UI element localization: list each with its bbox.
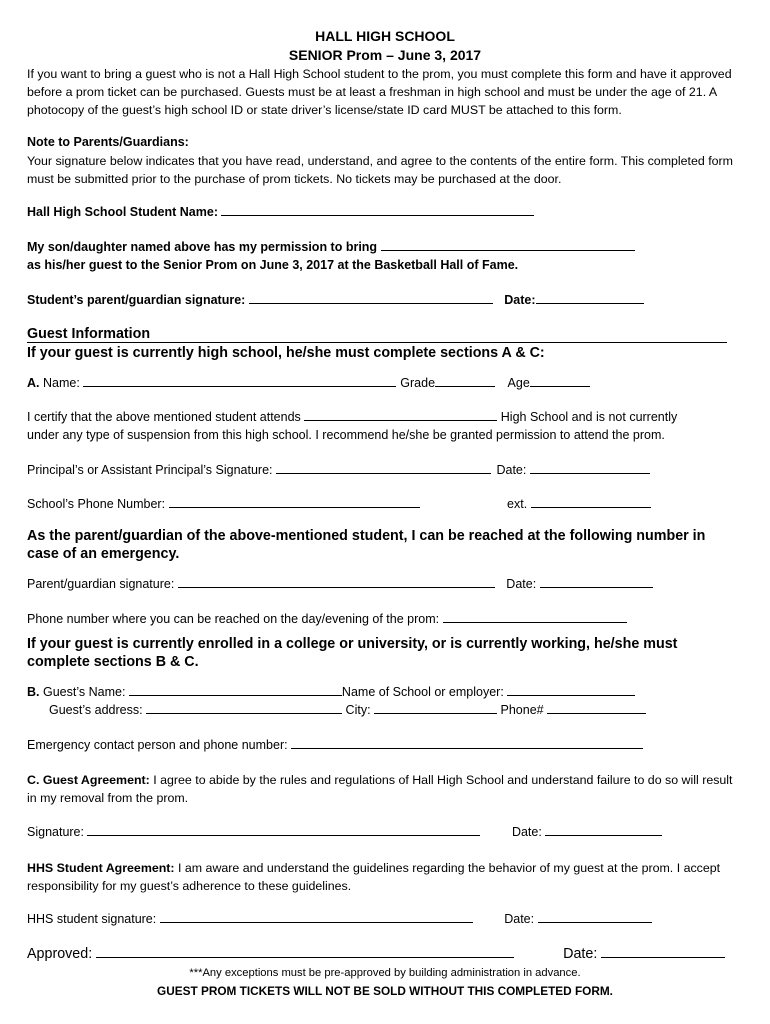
emergency-signature-field[interactable]	[178, 577, 495, 588]
approved-label: Approved:	[27, 946, 93, 962]
emergency-signature-row	[27, 577, 653, 591]
city-field[interactable]	[374, 703, 497, 714]
guest-name-field[interactable]	[381, 240, 635, 251]
student-name-label: Hall High School Student Name:	[27, 205, 218, 219]
guest-agreement-title: C. Guest Agreement:	[27, 773, 150, 787]
school-phone-row	[27, 497, 651, 511]
school-phone-field[interactable]	[169, 497, 420, 508]
hhs-signature-field[interactable]	[160, 912, 473, 923]
emergency-contact-label: Emergency contact person and phone number:	[27, 738, 288, 752]
section-b-address-row	[49, 703, 646, 717]
approved-field[interactable]	[96, 946, 514, 958]
emergency-phone-row	[27, 612, 627, 626]
emergency-date-field[interactable]	[540, 577, 653, 588]
grade-input[interactable]	[435, 376, 495, 387]
date-label: Date:	[504, 293, 536, 307]
event-title: SENIOR Prom – June 3, 2017	[288, 47, 482, 63]
certify-text: I certify that the above mentioned student attends	[27, 410, 301, 424]
city-label: City:	[345, 703, 371, 717]
guest-information-heading: Guest Information	[27, 325, 727, 343]
school-phone-label: School’s Phone Number:	[27, 497, 166, 511]
emergency-phone-field[interactable]	[443, 612, 627, 623]
college-heading: If your guest is currently enrolled in a college or university, or is currently working, he/she must complete sections B & C.	[27, 636, 678, 670]
hhs-signature-label: HHS student signature:	[27, 912, 157, 926]
parent-date-field[interactable]	[536, 293, 644, 304]
college-guest-name-field[interactable]	[129, 685, 342, 696]
guest-date-field[interactable]	[545, 825, 662, 836]
emergency-contact-field[interactable]	[291, 738, 643, 749]
guest-address-label: Guest’s address:	[49, 703, 143, 717]
date-label: Date:	[506, 577, 537, 591]
guest-name-label: Guest’s Name:	[42, 685, 126, 699]
emergency-contact-row	[27, 738, 643, 752]
emergency-heading: As the parent/guardian of the above-mentioned student, I can be reached at the following number in case of an emergency.	[27, 528, 706, 562]
date-label: Date:	[496, 463, 527, 477]
hhs-date-field[interactable]	[538, 912, 652, 923]
intro-paragraph: If you want to bring a guest who is not a Hall High School student to the prom, you must complete this form and have it approved before a prom ticket can be purchased. Guests must be at least a freshman in high school and must be under the age of 21. A photocopy of the guest’s high school ID or state driver’s license/state ID card MUST be attached to this form.	[27, 67, 732, 117]
parent-signature-label: Parent/guardian signature:	[27, 577, 175, 591]
principal-signature-field[interactable]	[276, 463, 491, 474]
date-label: Date:	[504, 912, 535, 926]
guest-information-subheading: If your guest is currently high school, he/she must complete sections A & C:	[27, 345, 545, 361]
signature-label: Signature:	[27, 825, 84, 839]
guest-agreement	[27, 771, 743, 807]
hhs-agreement-text: I am aware and understand the guidelines regarding the behavior of my guest at the prom. I accept responsibility for my guest’s adherence to these guidelines.	[27, 861, 721, 893]
note-text: Your signature below indicates that you have read, understand, and agree to the contents of the entire form. This completed form must be submitted prior to the purchase of prom tickets. No tickets may be purchased at the door.	[27, 154, 734, 186]
emergency-phone-label: Phone number where you can be reached on the day/evening of the prom:	[27, 612, 440, 626]
student-name-field[interactable]	[221, 205, 534, 216]
principal-signature-label: Principal’s or Assistant Principal’s Signature:	[27, 463, 273, 477]
certify-text-end: High School and is not currently	[500, 410, 678, 424]
school-employer-field[interactable]	[507, 685, 635, 696]
section-b-name-row	[27, 685, 635, 699]
permission-line-2: as his/her guest to the Senior Prom on June 3, 2017 at the Basketball Hall of Fame.	[27, 258, 519, 272]
section-b-letter: B.	[27, 685, 40, 699]
permission-text: My son/daughter named above has my permission to bring	[27, 240, 378, 254]
school-title: HALL HIGH SCHOOL	[315, 28, 455, 44]
approval-row	[27, 946, 725, 962]
parent-signature-label: Student’s parent/guardian signature:	[27, 293, 246, 307]
ext-field[interactable]	[531, 497, 651, 508]
phone-label: Phone#	[500, 703, 544, 717]
high-school-name-field[interactable]	[304, 410, 497, 421]
hhs-agreement-title: HHS Student Agreement:	[27, 861, 175, 875]
parent-signature-row	[27, 293, 644, 307]
ext-label: ext.	[507, 497, 528, 511]
age-label: Age	[507, 376, 530, 390]
certify-row	[27, 410, 677, 424]
age-input[interactable]	[530, 376, 590, 387]
name-label: Name:	[42, 376, 80, 390]
hhs-agreement	[27, 859, 743, 895]
guest-signature-field[interactable]	[87, 825, 480, 836]
completed-form-warning: GUEST PROM TICKETS WILL NOT BE SOLD WITHOUT THIS COMPLETED FORM.	[157, 984, 613, 998]
section-a-name-row	[27, 376, 590, 390]
section-a-letter: A.	[27, 376, 40, 390]
student-name-row	[27, 205, 534, 219]
date-label: Date:	[563, 946, 598, 962]
guest-phone-field[interactable]	[547, 703, 646, 714]
guest-name-input[interactable]	[83, 376, 396, 387]
guest-signature-row	[27, 825, 662, 839]
guest-agreement-text: I agree to abide by the rules and regulations of Hall High School and understand failure to do so will result in my removal from the prom.	[27, 773, 733, 805]
exceptions-note: ***Any exceptions must be pre-approved by building administration in advance.	[189, 967, 581, 979]
principal-date-field[interactable]	[530, 463, 650, 474]
school-employer-label: Name of School or employer:	[341, 685, 504, 699]
certify-line-2: under any type of suspension from this high school. I recommend he/she be granted permission to attend the prom.	[27, 428, 665, 442]
parent-signature-field[interactable]	[249, 293, 493, 304]
principal-signature-row	[27, 463, 650, 477]
guest-address-field[interactable]	[146, 703, 342, 714]
note-heading: Note to Parents/Guardians:	[27, 135, 189, 149]
hhs-signature-row	[27, 912, 652, 926]
grade-label: Grade	[400, 376, 436, 390]
approval-date-field[interactable]	[601, 946, 725, 958]
permission-row	[27, 240, 635, 254]
date-label: Date:	[511, 825, 542, 839]
